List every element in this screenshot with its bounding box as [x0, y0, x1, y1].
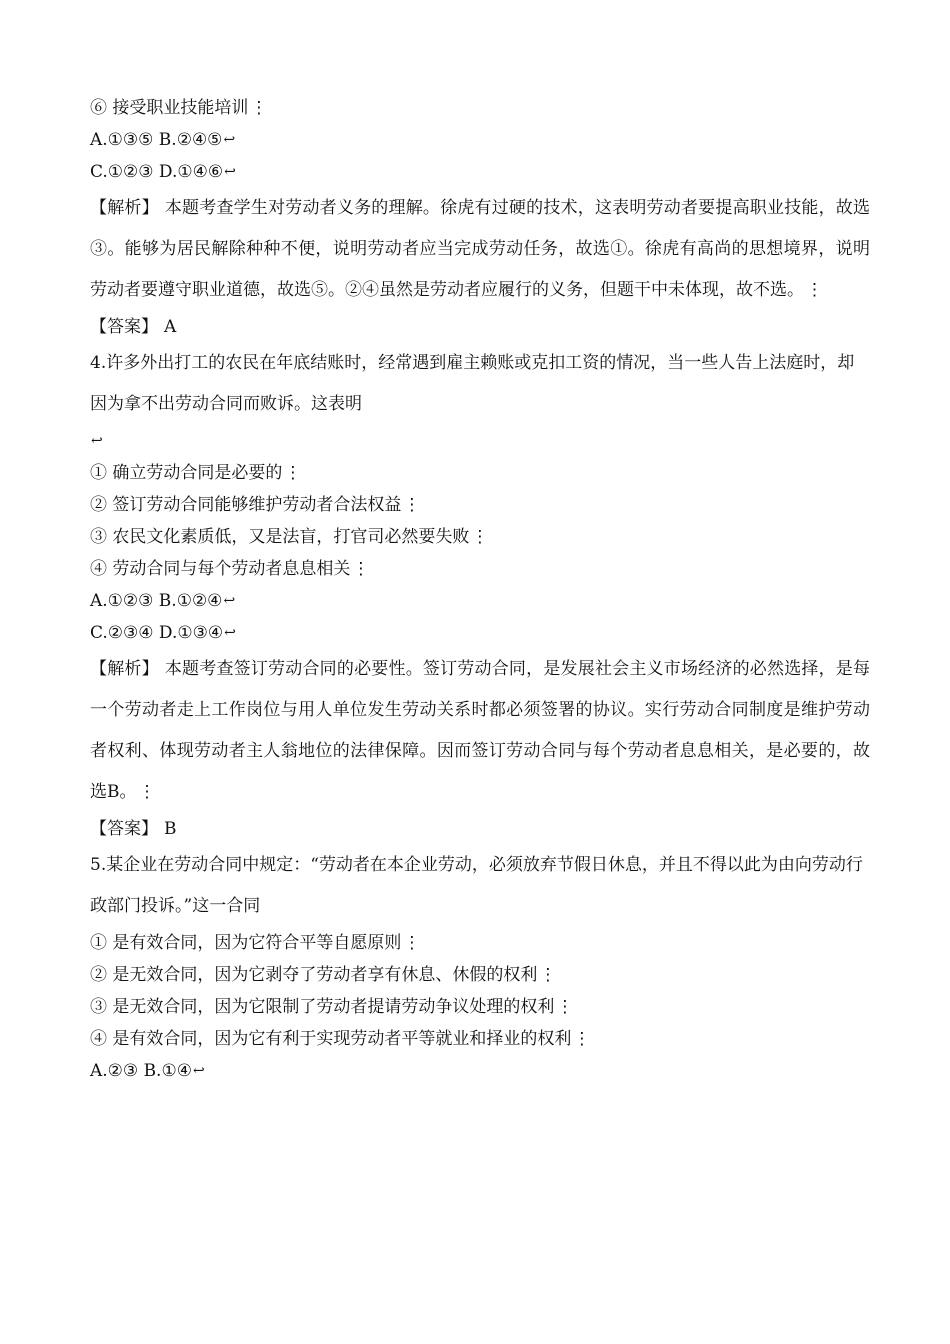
swirl-mark-icon: ↩: [224, 625, 236, 641]
q3-answer: [90, 311, 870, 343]
q5-option-2: ② 是无效合同，因为它剥夺了劳动者享有休息、休假的权利 ⋮: [90, 959, 870, 991]
analysis-label: 【解析】: [90, 659, 159, 679]
q3-choices-line-2: C.①②③ D.①④⑥↩: [90, 156, 870, 188]
q4-option-2: ② 签订劳动合同能够维护劳动者合法权益 ⋮: [90, 489, 870, 521]
q4-answer: [90, 813, 870, 845]
q4-analysis: 【解析】 本题考查签订劳动合同的必要性。签订劳动合同，是发展社会主义市场经济的必然选择，是每一个劳动者走上工作岗位与用人单位发生劳动关系时都必须签署的协议。实行劳动合同制度是维护劳动者权利、体现劳动者主人翁地位的法律保障。因而签订劳动合同与每个劳动者息息相关，是必要的，故选B。 ⋮: [90, 649, 870, 813]
swirl-mark-icon: ↩: [192, 1063, 205, 1079]
line-end-mark: ⋮: [352, 559, 370, 579]
line-end-mark: ⋮: [471, 527, 489, 547]
q4-option-3: ③ 农民文化素质低，又是法盲，打官司必然要失败 ⋮: [90, 521, 870, 553]
line-end-mark: ⋮: [573, 1029, 591, 1049]
answer-label: 【答案】: [90, 819, 158, 839]
line-end-mark: ⋮: [138, 782, 156, 802]
line-end-mark: ⋮: [250, 98, 268, 118]
line-end-mark: ⋮: [284, 463, 302, 483]
q5-option-1: ① 是有效合同，因为它符合平等自愿原则 ⋮: [90, 927, 870, 959]
line-end-mark: ⋮: [403, 495, 421, 515]
q3-choices-line-1: A.①③⑤ B.②④⑤↩: [90, 124, 870, 156]
q4-option-4: ④ 劳动合同与每个劳动者息息相关 ⋮: [90, 553, 870, 585]
q5-option-3: ③ 是无效合同，因为它限制了劳动者提请劳动争议处理的权利 ⋮: [90, 991, 870, 1023]
swirl-mark-icon: ↩: [223, 593, 236, 609]
answer-label: 【答案】: [90, 317, 158, 337]
line-end-mark: ⋮: [403, 933, 421, 953]
q4-option-1: ① 确立劳动合同是必要的 ⋮: [90, 457, 870, 489]
q3-analysis: 【解析】 本题考查学生对劳动者义务的理解。徐虎有过硬的技术，这表明劳动者要提高职业技能，故选③。能够为居民解除种种不便，说明劳动者应当完成劳动任务，故选①。徐虎有高尚的思想境界，说明劳动者要遵守职业道德，故选⑤。②④虽然是劳动者应履行的义务，但题干中未体现，故不选。 ⋮: [90, 188, 870, 311]
q4-choices-line-2: C.②③④ D.①③④↩: [90, 617, 870, 649]
line-end-mark: ⋮: [806, 280, 823, 300]
swirl-mark-icon: ↩: [223, 132, 236, 148]
answer-value: B: [164, 819, 177, 839]
q4-stem: 4.许多外出打工的农民在年底结账时，经常遇到雇主赖账或克扣工资的情况，当一些人告上法庭时，却因为拿不出劳动合同而败诉。这表明: [90, 353, 855, 414]
line-end-mark: ⋮: [539, 965, 557, 985]
answer-value: A: [164, 317, 177, 337]
q5-choices-line-1: A.②③ B.①④↩: [90, 1055, 870, 1087]
q3-option-6: ⑥ 接受职业技能培训 ⋮: [90, 92, 870, 124]
line-end-mark: ⋮: [556, 997, 574, 1017]
q4-break-mark: [90, 425, 870, 457]
swirl-mark-icon: ↩: [91, 433, 103, 449]
q4-choices-line-1: A.①②③ B.①②④↩: [90, 585, 870, 617]
swirl-mark-icon: ↩: [224, 164, 236, 180]
document-page: [90, 92, 870, 1087]
q5-option-4: ④ 是有效合同，因为它有利于实现劳动者平等就业和择业的权利 ⋮: [90, 1023, 870, 1055]
q5-stem: 5.某企业在劳动合同中规定：“劳动者在本企业劳动，必须放弃节假日休息，并且不得以此为由向劳动行政部门投诉。”这一合同: [90, 855, 863, 916]
analysis-label: 【解析】: [90, 198, 159, 218]
